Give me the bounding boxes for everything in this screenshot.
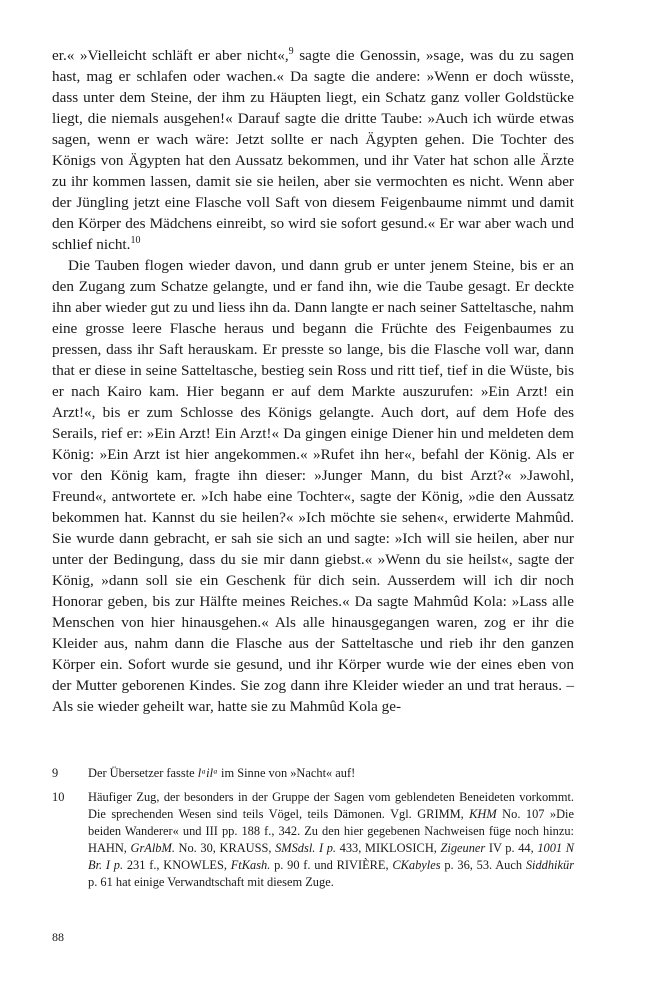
footnote-text [88, 789, 574, 891]
text-run: im Sinne von »Nacht« auf! [217, 766, 356, 780]
footnote-ref: 9 [288, 45, 294, 57]
text-run: IV p. 44, [485, 841, 538, 855]
footnote-number: 10 [52, 790, 65, 804]
footnote-text [88, 765, 574, 782]
italic-run: Zigeuner [440, 841, 486, 855]
text-run: p. 61 hat einige Verwandtschaft mit diesem Zuge. [88, 875, 334, 889]
page-number: 88 [52, 930, 64, 944]
paragraph [52, 45, 574, 255]
text-run: 433, MIKLOSICH, [336, 841, 441, 855]
paragraph [52, 255, 574, 717]
footnote-ref: 10 [130, 234, 141, 246]
text-run: Der Übersetzer fasste [88, 766, 198, 780]
footnotes [52, 765, 574, 898]
text-run: No. 30, KRAUSS, [174, 841, 276, 855]
text-run: sagte die Genossin, »sage, was du zu sagen hast, mag er schlafen oder wachen.« Da sagte die andere: »Wenn er doch wüsste, dass unter dem Steine, der ihm zu Häupten liegt, ein Schatz ganz voller Goldstücke liegt, die niemals ausgehen!« Darauf sagte die dritte Taube: »Auch ich würde etwas sagen, wenn er wach wäre: Jetzt sollte er nach Ägypten gehen. Die Tochter des Königs von Ägypten hat den Aussatz bekommen, und ihr Vater hat schon alle Ärzte zu ihr kommen lassen, damit sie sie heilen, aber sie vermochten es nicht. Wenn aber der Jüngling jetzt eine Flasche voll Saft von diesem Feigenbaume nimmt und damit den Körper des Mädchens einreibt, so wird sie sofort gesund.« Er war aber wach und schlief nicht. [52, 47, 574, 253]
text-run: 231 f., KNOWLES, [123, 858, 231, 872]
footnote-number: 9 [52, 766, 59, 780]
text-run: Die Tauben flogen wieder davon, und dann grub er unter jenem Steine, bis er an den Zugang zum Schatze gelangte, und er fand ihn, wie die Taube gesagt. Er deckte ihn aber wieder gut zu und liess ihn da. Dann langte er nach seiner Satteltasche, nahm eine grosse leere Flasche heraus und begann die Früchte des Feigenbaumes zu pressen, dass ihr Saft herauskam. Er presste so lange, bis die Flasche voll war, dann that er diese in seine Satteltasche, bestieg sein Ross und ritt tief, tief in die Wüste, bis er nach Kairo kam. Hier begann er auf dem Markte auszurufen: »Ein Arzt! ein Arzt!«, bis er zum Schlosse des Königs gelangte. Auch dort, auf dem Hofe des Serails, rief er: »Ein Arzt! Ein Arzt!« Da gingen einige Diener hin und meldeten dem König: »Ein Arzt ist hier angekommen.« »Rufet ihn her«, befahl der König. Als er vor den König kam, fragte ihn dieser: »Junger Mann, du bist Arzt?« »Jawohl, Freund«, antwortete er. »Ich habe eine Tochter«, sagte der König, »die den Aussatz bekommen hat. Kannst du sie heilen?« »Ich möchte sie sehen«, erwiderte Mahmûd. Sie wurde dann gebracht, er sah sie sich an und sagte: »Ich will sie heilen, aber nur unter der Bedingung, dass du sie mir dann giebst.« »Wenn du sie heilst«, sagte der König, »dann soll sie ein Geschenk für dich sein. Ausserdem will ich dir noch Honorar geben, bis zur Hälfte meines Reiches.« Da sagte Mahmûd Kola: »Lass alle Menschen von hier hinausgehen.« Als alle hinausgegangen waren, zog er ihr die Kleider aus, nahm dann die Flasche aus der Satteltasche und rieb ihr den ganzen Körper ein. Sofort wurde sie gesund, und ihr Körper wurde wie der eines eben von der Mutter geborenen Kindes. Sie zog dann ihre Kleider wieder an und trat heraus. – Als sie wieder geheilt war, hatte sie zu Mahmûd Kola ge- [52, 257, 574, 715]
italic-run: lᵃilᵃ [197, 766, 218, 780]
italic-run: SMSdsl. I p. [275, 841, 337, 855]
text-run: p. 90 f. und RIVIÈRE, [270, 858, 393, 872]
italic-run: KHM [469, 807, 497, 821]
italic-run: 1001 N Br. I p. [88, 841, 574, 872]
footnote [52, 789, 574, 891]
italic-run: GrAlbM. [130, 841, 175, 855]
italic-run: FtKash. [230, 858, 271, 872]
footnote [52, 765, 574, 782]
text-run: p. 36, 53. Auch [440, 858, 526, 872]
text-run: Häufiger Zug, der besonders in der Gruppe der Sagen vom geblendeten Beneideten vorkommt. Die sprechenden Wesen sind teils Vögel, teils Dämonen. Vgl. GRIMM, [88, 790, 574, 821]
italic-run: Siddhikür [525, 858, 575, 872]
italic-run: CKabyles [392, 858, 441, 872]
text-run: No. 107 »Die beiden Wanderer« und III pp. 188 f., 342. Zu den hier gegebenen Nachweisen füge noch hinzu: HAHN, [88, 807, 574, 855]
text-run: er.« »Vielleicht schläft er aber nicht«, [52, 47, 289, 64]
main-text [52, 45, 574, 717]
